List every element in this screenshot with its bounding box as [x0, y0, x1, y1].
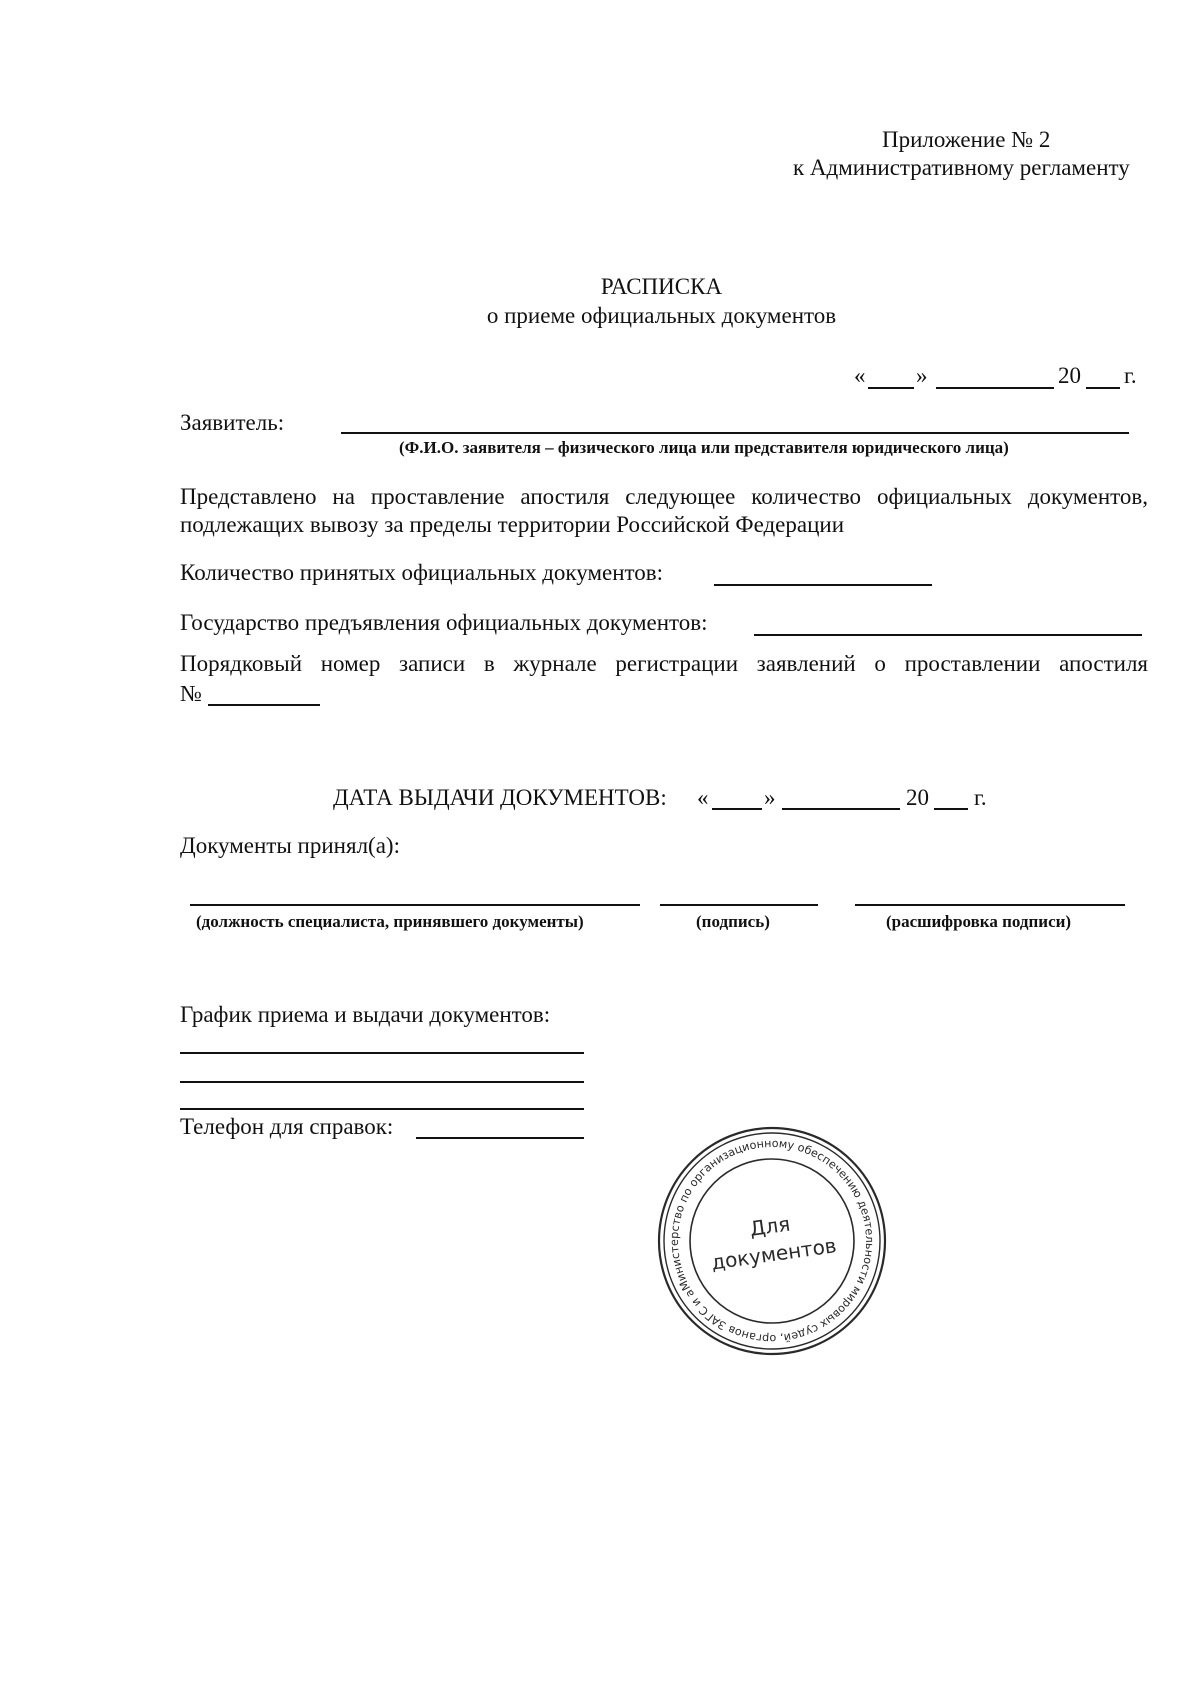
issue-date-open-quote: «	[697, 785, 709, 810]
date-year-prefix: 20	[1058, 363, 1081, 388]
signature-blank	[660, 904, 818, 906]
schedule-blank-2	[180, 1081, 584, 1083]
stamp-ring-text: Министерство по организационному обеспечению деятельности мировых судей, органов ЗАГС и архивов	[667, 1136, 877, 1346]
decoding-blank	[855, 904, 1125, 906]
intro-line-1: Представлено на проставление апостиля следующее количество официальных документов,	[180, 484, 1148, 509]
issue-date-day-blank	[712, 808, 762, 810]
appendix-line-2: к Административному регламенту	[793, 155, 1130, 180]
issue-date-label: ДАТА ВЫДАЧИ ДОКУМЕНТОВ:	[333, 785, 667, 810]
state-label: Государство предъявления официальных документов:	[180, 610, 708, 635]
date-month-blank	[936, 387, 1054, 389]
phone-blank	[416, 1137, 584, 1139]
count-label: Количество принятых официальных документов:	[180, 560, 664, 585]
position-blank	[190, 904, 640, 906]
serial-number-blank	[208, 704, 320, 706]
stamp-outer-ring	[659, 1128, 885, 1354]
issue-date-close-quote: »	[764, 785, 776, 810]
document-subtitle: о приеме официальных документов	[486, 303, 837, 328]
decoding-caption: (расшифровка подписи)	[886, 912, 1072, 931]
appendix-line-1: Приложение № 2	[882, 127, 1051, 152]
signature-caption: (подпись)	[696, 912, 770, 931]
applicant-caption: (Ф.И.О. заявителя – физического лица или представителя юридического лица)	[399, 438, 1009, 457]
issue-date-year-blank	[934, 808, 968, 810]
official-stamp	[652, 1121, 892, 1361]
issue-date-year-prefix: 20	[906, 785, 929, 810]
date-day-blank	[868, 387, 914, 389]
applicant-name-blank	[341, 432, 1129, 434]
stamp-center-line-2: документов	[709, 1233, 838, 1275]
phone-label: Телефон для справок:	[180, 1114, 394, 1139]
date-year-suffix: г.	[1124, 363, 1137, 388]
state-blank	[754, 634, 1142, 636]
stamp-outer-ring-inner	[664, 1133, 880, 1349]
count-blank	[714, 584, 932, 586]
intro-line-2: подлежащих вывозу за пределы территории Российской Федерации	[180, 512, 845, 537]
serial-line-1: Порядковый номер записи в журнале регистрации заявлений о проставлении апостиля	[180, 651, 1148, 676]
position-caption: (должность специалиста, принявшего документы)	[196, 912, 584, 931]
schedule-blank-3	[180, 1108, 584, 1110]
issue-date-month-blank	[782, 808, 900, 810]
document-title: РАСПИСКА	[600, 274, 723, 299]
applicant-label: Заявитель:	[180, 410, 285, 435]
date-close-quote: »	[916, 363, 928, 388]
date-year-blank	[1086, 387, 1120, 389]
stamp-center-line-1: Для	[748, 1211, 792, 1241]
serial-number-sign: №	[180, 681, 202, 706]
date-open-quote: «	[854, 363, 866, 388]
schedule-label: График приема и выдачи документов:	[180, 1002, 551, 1027]
issue-date-year-suffix: г.	[974, 785, 987, 810]
accepted-label: Документы принял(а):	[180, 833, 400, 858]
schedule-blank-1	[180, 1052, 584, 1054]
